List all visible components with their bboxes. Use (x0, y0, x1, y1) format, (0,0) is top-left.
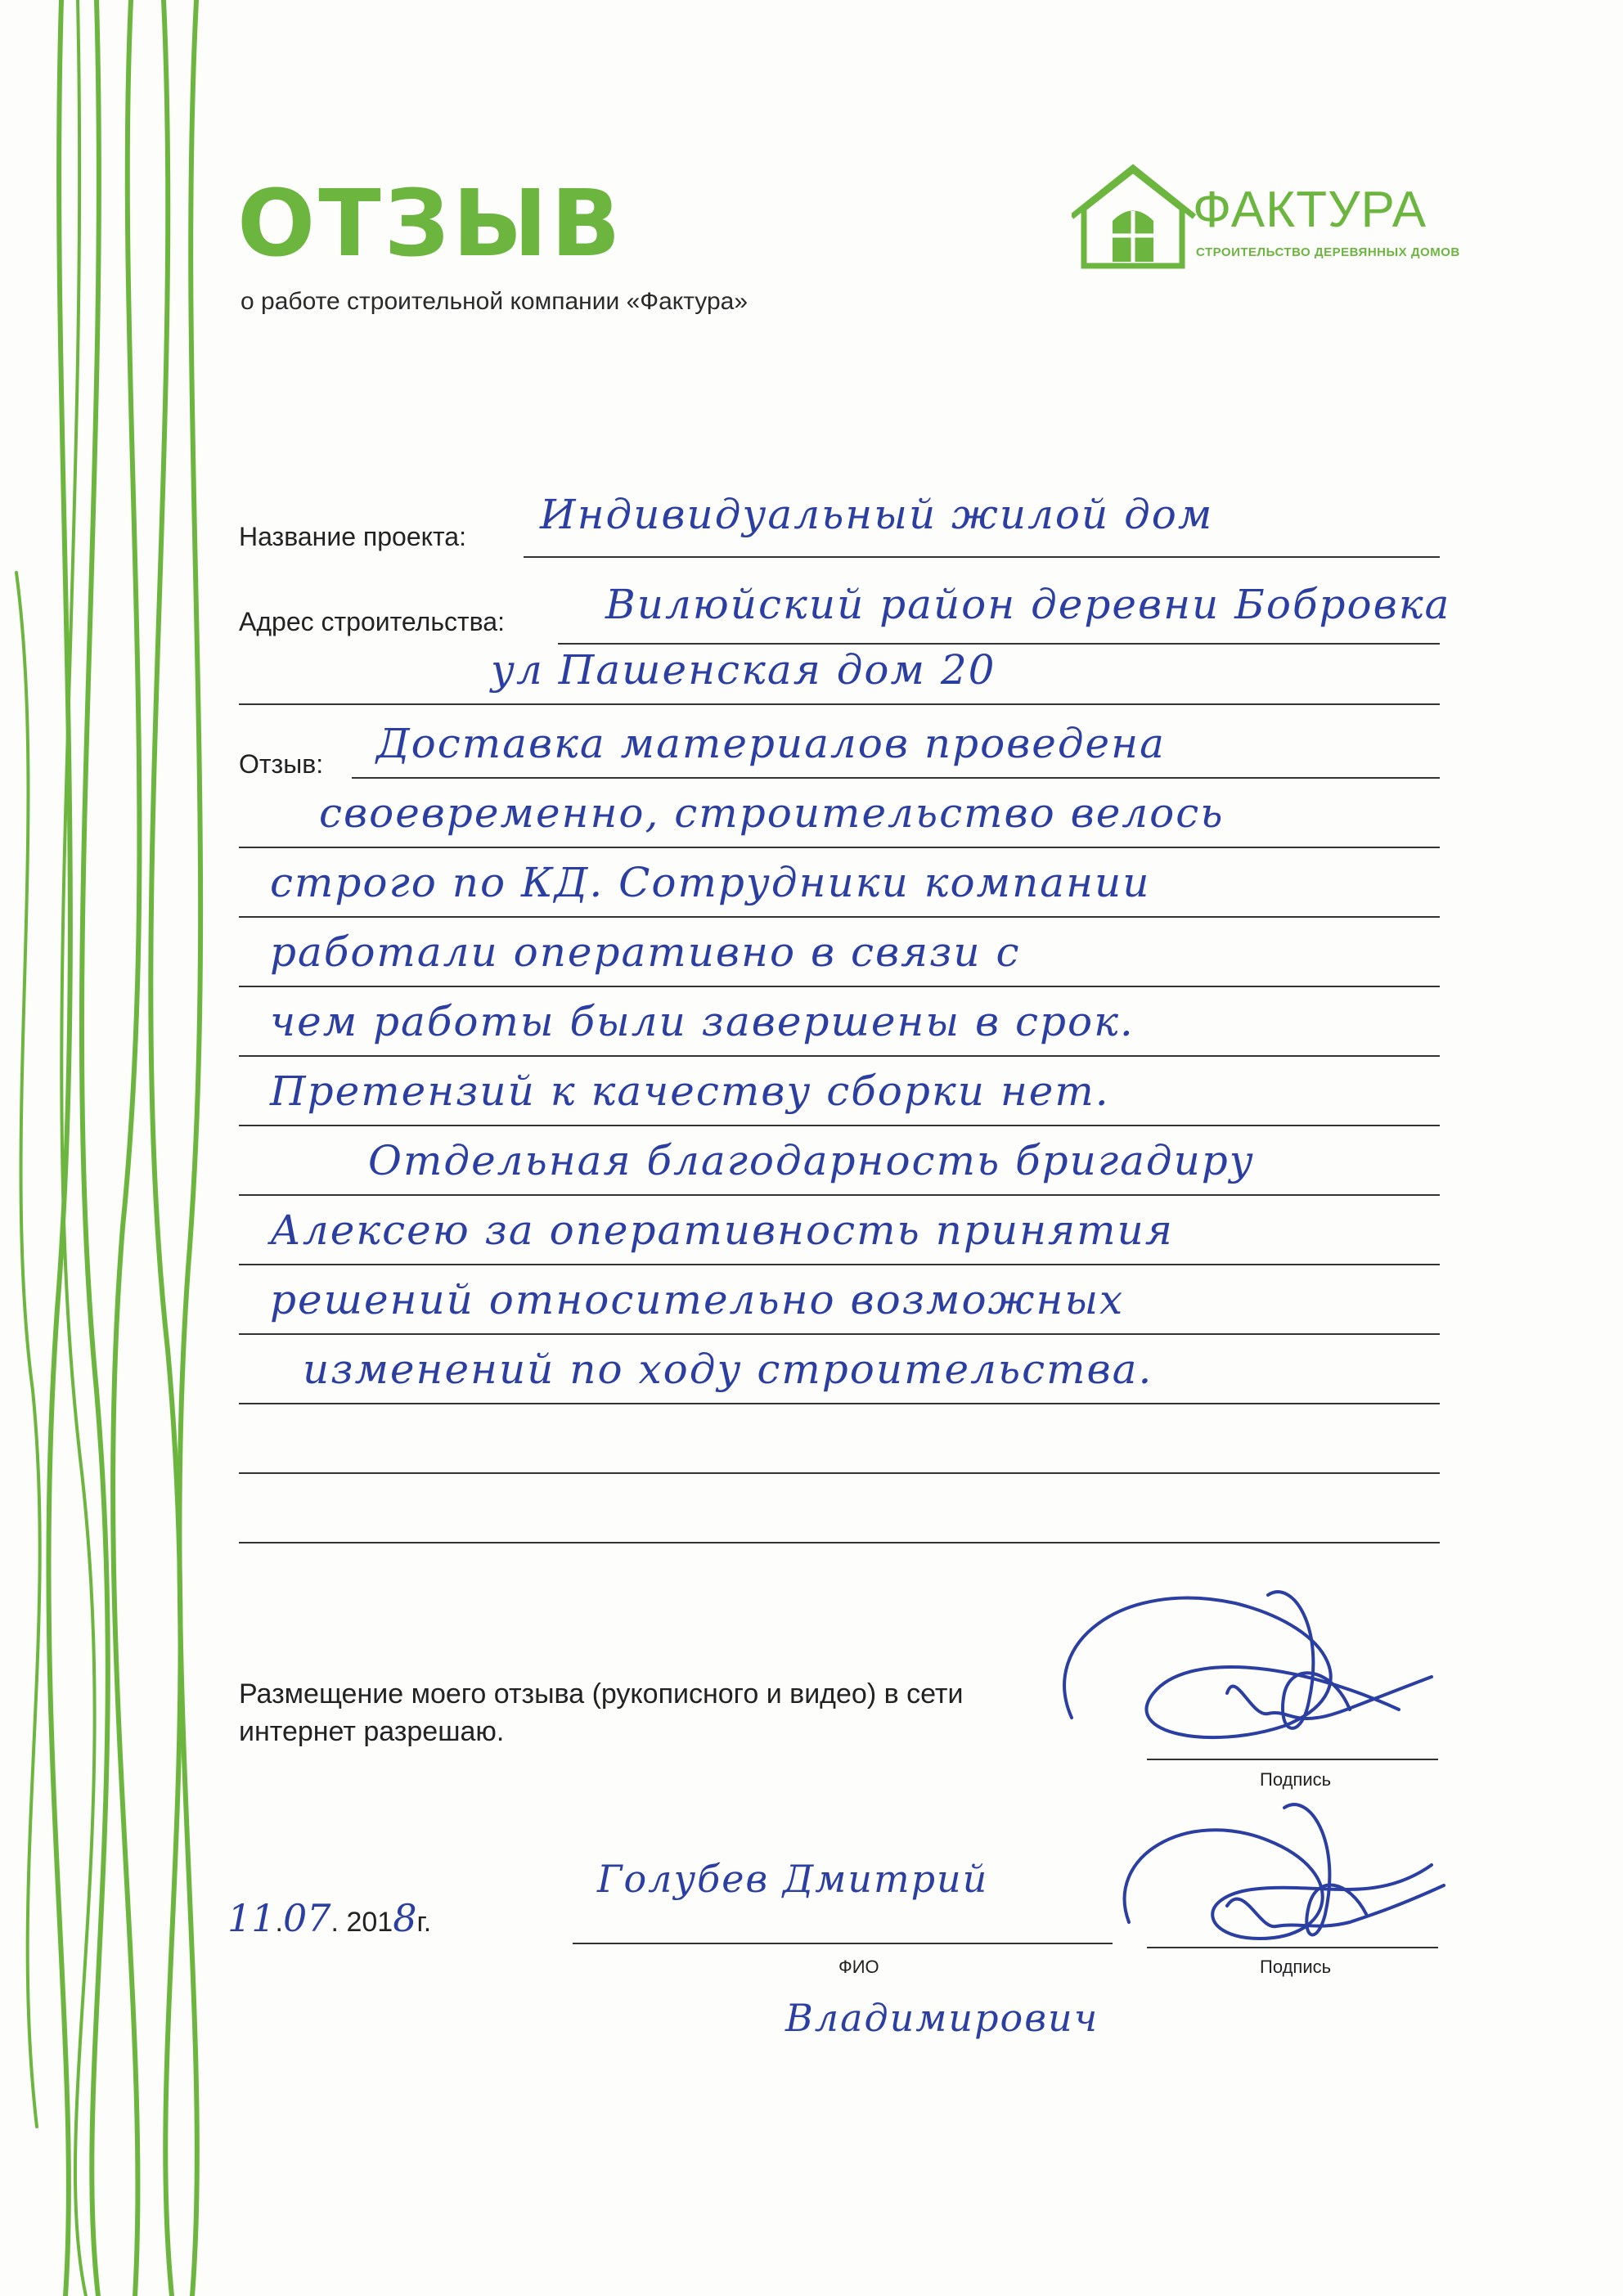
review-text-line-7: Отдельная благодарность бригадиру (368, 1137, 1255, 1184)
review-line-6 (239, 1125, 1440, 1126)
signature-1 (1023, 1570, 1448, 1767)
project-name-label: Название проекта: (239, 522, 466, 551)
consent-text: Размещение моего отзыва (рукописного и видео) в сети интернет разрешаю. (239, 1678, 964, 1747)
review-text-line-8: Алексею за оперативность принятия (270, 1206, 1174, 1254)
signature-1-line (1147, 1759, 1438, 1760)
review-line-9 (239, 1333, 1440, 1335)
fio-line (573, 1943, 1113, 1944)
project-name-value: Индивидуальный жилой дом (540, 491, 1214, 538)
date-suffix: г. (416, 1907, 432, 1938)
review-line-2 (239, 847, 1440, 848)
address-line-2 (239, 703, 1440, 705)
date-year-digit: 8 (393, 1896, 417, 1940)
review-text-line-4: работали оперативно в связи с (270, 928, 1021, 976)
review-line-12 (239, 1542, 1440, 1543)
date-field: 11.07. 2018г. (227, 1896, 432, 1940)
logo-tagline: СТРОИТЕЛЬСТВО ДЕРЕВЯННЫХ ДОМОВ (1196, 245, 1460, 259)
review-line-7 (239, 1194, 1440, 1196)
fio-value-line-1: Голубев Дмитрий (597, 1857, 989, 1901)
review-label: Отзыв: (239, 749, 324, 779)
review-line-5 (239, 1055, 1440, 1057)
review-text-line-6: Претензий к качеству сборки нет. (270, 1067, 1110, 1115)
review-line-1 (352, 777, 1440, 779)
address-line-1 (558, 643, 1440, 645)
review-line-8 (239, 1264, 1440, 1265)
page-title: ОТЗЫВ (237, 171, 624, 277)
review-text-line-3: строго по КД. Сотрудники компании (270, 859, 1151, 906)
address-label: Адрес строительства: (239, 607, 505, 636)
address-value-line-1: Вилюйский район деревни Бобровка (605, 581, 1451, 628)
review-line-11 (239, 1472, 1440, 1474)
date-month: 07 (283, 1896, 331, 1940)
logo-name: ФАКТУРА (1193, 182, 1427, 238)
date-year-prefix: 201 (346, 1907, 393, 1938)
review-line-10 (239, 1403, 1440, 1404)
address-value-line-2: ул Пашенская дом 20 (491, 646, 996, 694)
fio-label: ФИО (838, 1957, 879, 1977)
review-text-line-1: Доставка материалов проведена (376, 720, 1166, 767)
fio-value-line-2: Владимирович (785, 1996, 1099, 2040)
date-day: 11 (227, 1896, 276, 1940)
signature-2 (1104, 1791, 1448, 1963)
review-line-4 (239, 986, 1440, 987)
signature-2-line (1147, 1947, 1438, 1948)
project-name-line (524, 556, 1440, 558)
review-text-line-2: своевременно, строительство велось (319, 789, 1225, 837)
page-subtitle: о работе строительной компании «Фактура» (241, 288, 749, 315)
decorative-stripes (0, 0, 229, 2296)
review-text-line-5: чем работы были завершены в срок. (270, 998, 1135, 1045)
review-text-line-9: решений относительно возможных (270, 1276, 1125, 1323)
signature-2-label: Подпись (1260, 1957, 1332, 1977)
review-line-3 (239, 916, 1440, 918)
signature-1-label: Подпись (1260, 1769, 1332, 1790)
review-text-line-10: изменений по ходу строительства. (303, 1346, 1153, 1393)
